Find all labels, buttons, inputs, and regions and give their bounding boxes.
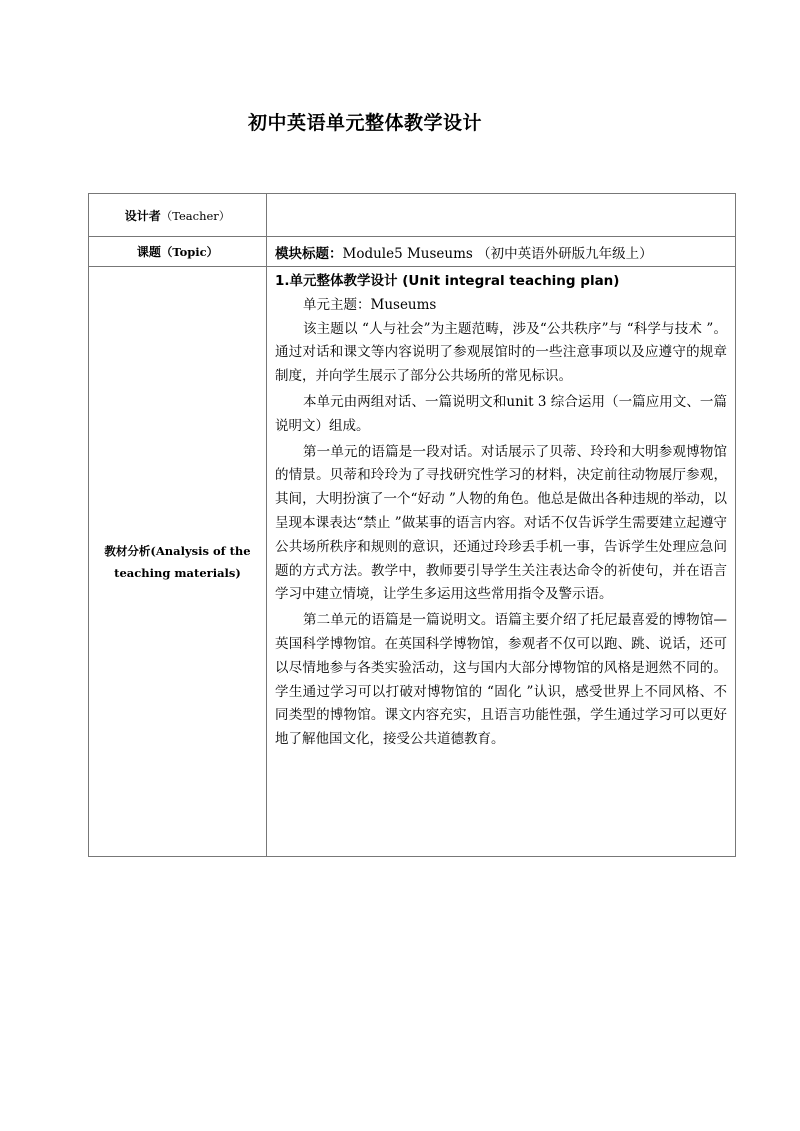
analysis-label-en-2: teaching materials): [114, 565, 241, 580]
teacher-label: 设计者: [124, 208, 161, 223]
topic-value: Module5 Museums （初中英语外研版九年级上）: [342, 245, 653, 262]
paragraph-theme: 该主题以 “人与社会”为主题范畴，涉及“公共秩序”与 “科学与技术 ”。通过对话和课文等内容说明了参观展馆时的一些注意事项以及应遵守的规章制度，并向学生展示了部分公共场所的常见标识。: [275, 320, 727, 385]
analysis-label: 教材分析: [104, 543, 151, 558]
topic-label-en: （Topic）: [160, 245, 219, 259]
topic-value-cell: [267, 237, 736, 267]
document-title: 初中英语单元整体教学设计: [247, 112, 482, 134]
analysis-label-en-1: (Analysis of the: [150, 543, 251, 558]
analysis-label-cell: [89, 267, 267, 857]
teacher-row: [89, 194, 736, 237]
analysis-row: [89, 267, 736, 857]
teacher-label-cell: [89, 194, 267, 237]
unit-theme-line: 单元主题：Museums: [303, 296, 437, 313]
paragraph-unit-one: 第一单元的语篇是一段对话。对话展示了贝蒂、玲玲和大明参观博物馆的情景。贝蒂和玲玲为了寻找研究性学习的材料，决定前往动物展厅参观，其间，大明扮演了一个“好动 ”人物的角色。他总是做出各种违规的举动，以呈现本课表达“禁止 ”做某事的语言内容。对话不仅告诉学生需要建立起遵守公共场所秩序和规则的意识，还通过玲珍丢手机一事，告诉学生处理应急问题的方式方法。教学中，教师要引导学生关注表达命令的祈使句，并在语言学习中建立情境，让学生多运用这些常用指令及警示语。: [275, 443, 727, 603]
analysis-content-cell: [267, 267, 736, 857]
teacher-label-en: （Teacher）: [160, 208, 231, 223]
topic-label: 课题: [136, 245, 161, 259]
section-heading: 1.单元整体教学设计 (Unit integral teaching plan): [275, 273, 620, 289]
teaching-plan-table: [88, 193, 736, 857]
paragraph-unit-two: 第二单元的语篇是一篇说明文。语篇主要介绍了托尼最喜爱的博物馆—英国科学博物馆。在英国科学博物馆，参观者不仅可以跑、跳、说话，还可以尽情地参与各类实验活动，这与国内大部分博物馆的风格是迥然不同的。学生通过学习可以打破对博物馆的 “固化 ”认识，感受世界上不同风格、不同类型的博物馆。课文内容充实，且语言功能性强，学生通过学习可以更好地了解他国文化，接受公共道德教育。: [275, 612, 727, 748]
topic-heading: 模块标题：: [275, 245, 343, 262]
teacher-value-cell: [267, 194, 736, 237]
topic-label-cell: [89, 237, 267, 267]
paragraph-structure: 本单元由两组对话、一篇说明文和unit 3 综合运用（一篇应用文、一篇说明文）组成。: [275, 393, 727, 434]
topic-row: [89, 237, 736, 267]
